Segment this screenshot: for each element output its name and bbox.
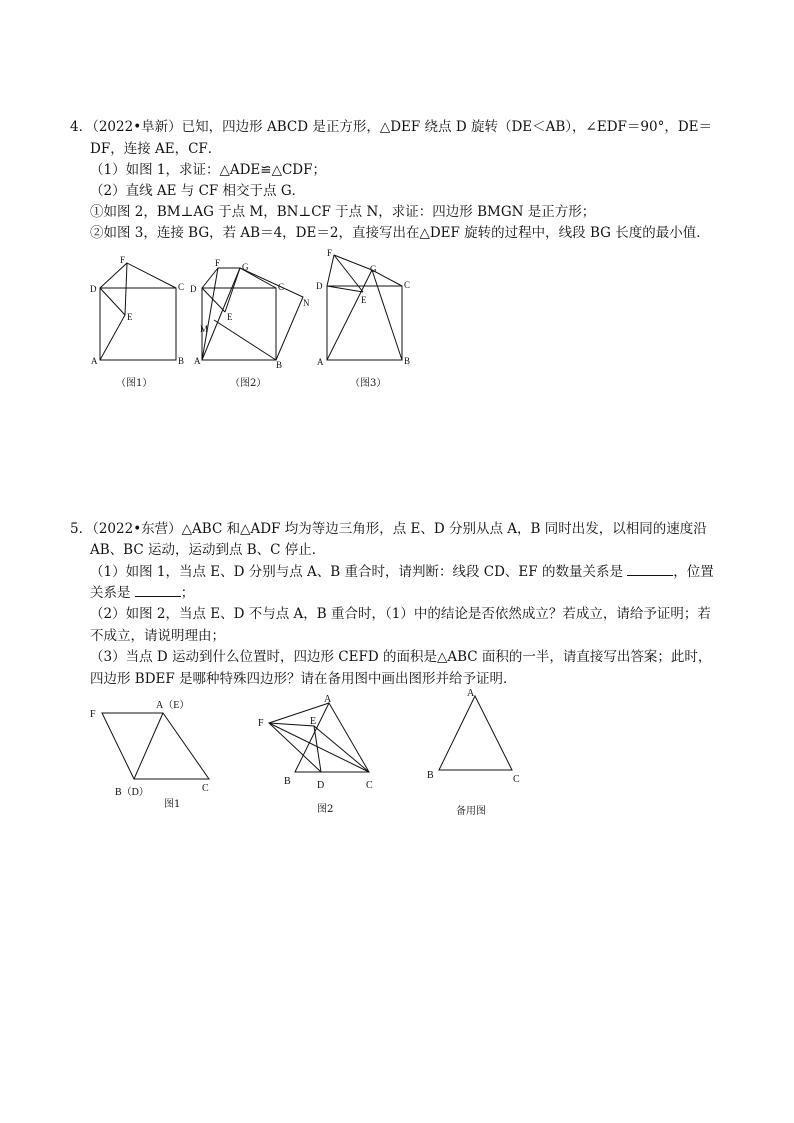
q4f2-label-f: F [215,258,221,268]
q4f2-label-b: B [276,360,283,370]
q5-caption-1: 图1 [164,799,181,810]
q5-figure-spare [420,686,530,786]
q5-figure-2 [255,692,385,802]
q4f1-label-e: E [127,312,133,322]
q4-figure-1 [80,250,190,375]
q4f1-label-b: B [178,356,185,366]
q4f1-label-f: F [120,255,126,265]
q5-caption-2: 图2 [317,804,334,815]
q4f2-label-c: C [278,282,285,292]
q5-part2-line2: 不成立，请说明理由； [90,628,225,644]
q4-part1: （1）如图 1，求证：△ADE≌△CDF； [90,162,326,178]
q4f3-label-f: F [327,248,333,258]
q4f2-label-g: G [242,262,249,272]
q5f1-label-c: C [202,783,209,794]
q5-stem-line1: 5．（2022•东营）△ABC 和△ADF 均为等边三角形，点 E、D 分别从点 A，B 同时出发，以相同的速度沿 [70,521,707,537]
q4f3-label-b: B [404,356,411,366]
q4f3-label-c: C [404,280,411,290]
q4-stem-line1: 4．（2022•阜新）已知，四边形 ABCD 是正方形，△DEF 绕点 D 旋转（DE＜AB），∠EDF＝90°，DE＝ [70,119,713,135]
q5-part1b-text: 关系是 [90,585,131,601]
q4f1-label-d: D [90,284,97,294]
q4f2-label-d: D [190,284,197,294]
q4f2-label-a: A [194,356,201,366]
q5f1-label-ae: A（E） [156,700,190,711]
q4f3-label-e: E [361,295,367,305]
q4-figure-2 [190,250,320,375]
q5f2-label-f: F [258,718,264,729]
answer-blank-position[interactable] [135,584,181,597]
q5f3-label-c: C [513,774,520,785]
q5f2-label-d: D [317,780,325,791]
q4-caption-1: （图1） [116,378,153,389]
q4f1-label-a: A [91,356,98,366]
q5f1-label-f: F [90,709,96,720]
q4-figure-3 [315,245,415,375]
q4-caption-2: （图2） [230,378,267,389]
q4f2-label-n: N [303,298,310,308]
q5f3-label-b: B [427,770,434,781]
q5f3-label-a: A [467,688,475,699]
q4-part2: （2）直线 AE 与 CF 相交于点 G． [90,183,306,199]
q4f2-label-m: M [200,324,209,334]
q4-part2b: ②如图 3，连接 BG，若 AB＝4，DE＝2，直接写出在△DEF 旋转的过程中，线段 BG 长度的最小值． [90,225,710,241]
q4f1-label-c: C [178,282,185,292]
q5-stem-line2: AB、BC 运动，运动到点 B、C 停止． [90,542,326,558]
q4f2-label-e: E [227,312,233,322]
q4f3-label-g: G [370,264,377,274]
q5-part1-line1 [90,562,714,582]
q5-part2-line1: （2）如图 2，当点 E、D 不与点 A，B 重合时，（1）中的结论是否依然成立？若成立，请给予证明；若 [90,606,711,622]
q4f3-label-a: A [317,357,324,367]
q5-part1b-tail: ； [180,585,195,601]
answer-blank-quantity[interactable] [627,563,673,576]
q4-stem-line2: DF，连接 AE，CF． [90,141,222,157]
q5f2-label-b: B [284,776,291,787]
q5-part1-tail: ，位置 [673,564,714,580]
q5f2-label-e: E [310,716,317,727]
q5f1-label-bd: B（D） [115,787,149,798]
q5-part3-line1: （3）当点 D 运动到什么位置时，四边形 CEFD 的面积是△ABC 面积的一半，请直接写出答案；此时， [90,649,712,665]
q5-part1-text: （1）如图 1，当点 E、D 分别与点 A、B 重合时，请判断：线段 CD、EF 的数量关系是 [90,564,623,580]
q5f2-label-c: C [366,780,373,791]
q5-caption-3: 备用图 [456,806,486,817]
q4-part2a: ①如图 2，BM⊥AG 于点 M，BN⊥CF 于点 N，求证：四边形 BMGN 是正方形； [90,204,596,220]
q5-figure-1 [85,695,225,805]
q5f2-label-a: A [324,694,332,705]
q5-part3-line2: 四边形 BDEF 是哪种特殊四边形？请在备用图中画出图形并给予证明． [90,671,517,687]
q4-caption-3: （图3） [350,378,387,389]
q5-part1-line2 [90,583,194,603]
q4f3-label-d: D [316,281,323,291]
